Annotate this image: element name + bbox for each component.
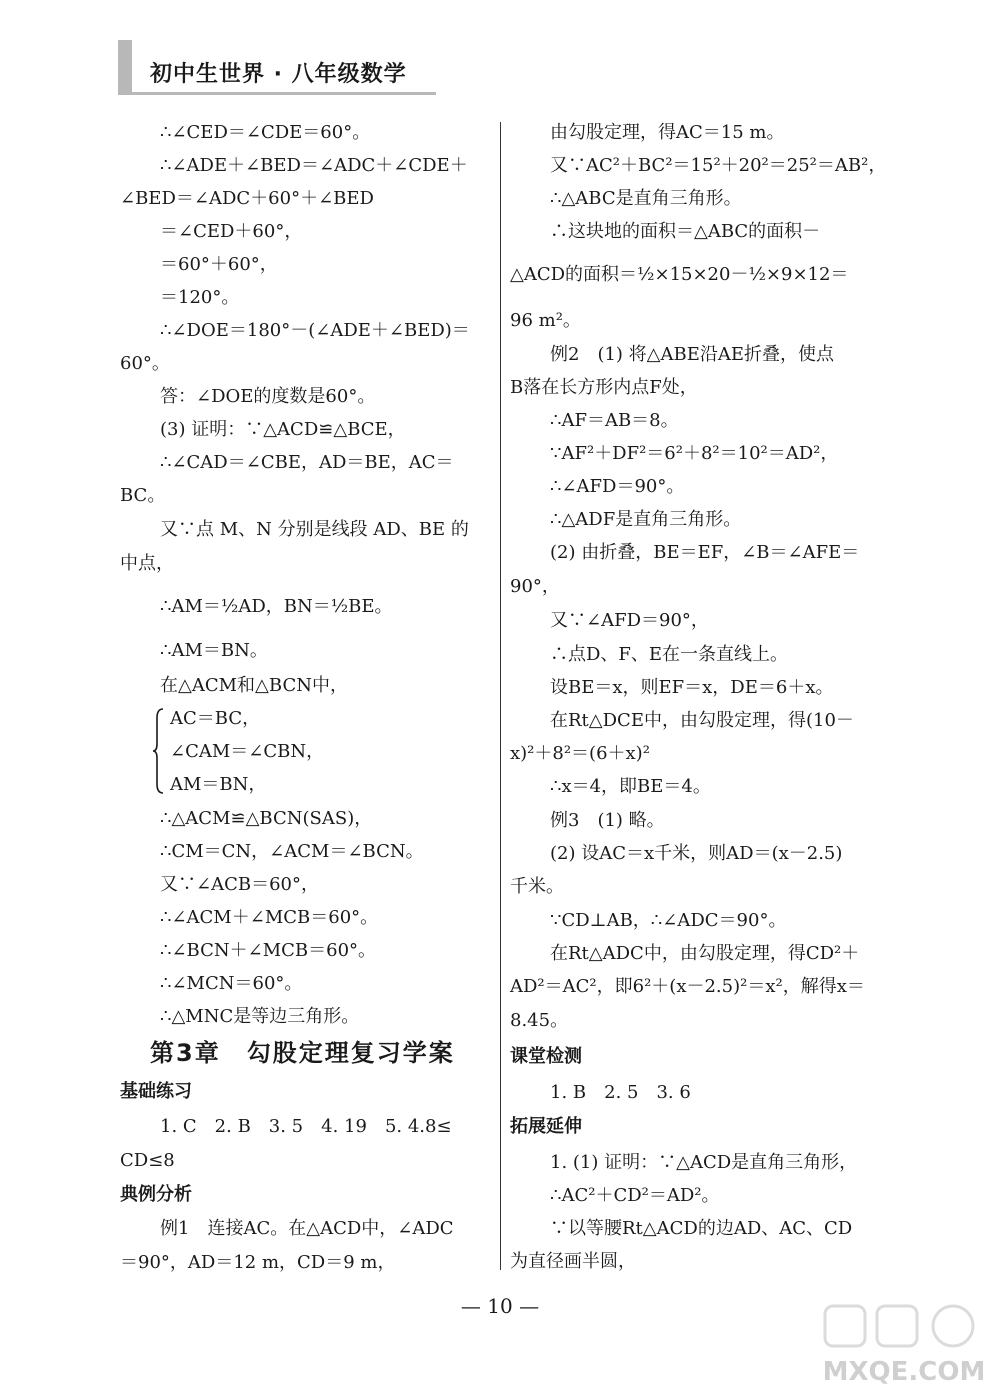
svg-text:MXQE.COM: MXQE.COM bbox=[822, 1357, 986, 1387]
text-line: ∴△MNC是等边三角形。 bbox=[160, 1006, 360, 1027]
answer-line: CD≤8 bbox=[120, 1150, 175, 1171]
chapter-heading: 第3章 勾股定理复习学案 bbox=[150, 1039, 455, 1067]
text-line: 千米。 bbox=[510, 876, 564, 897]
text-line: 又∵∠AFD＝90°， bbox=[550, 610, 709, 631]
page-number: — 10 — bbox=[460, 1294, 540, 1318]
text-line: ＝∠CED＋60°， bbox=[160, 221, 303, 242]
text-line: ∠CAM＝∠CBN， bbox=[170, 741, 325, 762]
text-line: ∴∠MCN＝60°。 bbox=[160, 973, 303, 994]
text-line: 60°。 bbox=[120, 353, 170, 374]
section-heading: 基础练习 bbox=[120, 1081, 192, 1102]
text-line: 答：∠DOE的度数是60°。 bbox=[160, 386, 376, 407]
text-line: ∴△ABC是直角三角形。 bbox=[550, 188, 742, 209]
text-line: ∵AF²＋DF²＝6²＋8²＝10²＝AD²， bbox=[550, 443, 839, 464]
header-accent-bar bbox=[118, 40, 132, 92]
system-brace bbox=[152, 708, 164, 794]
column-divider bbox=[500, 122, 501, 1270]
text-line: 由勾股定理，得AC＝15 m。 bbox=[550, 122, 785, 143]
watermark-logo bbox=[815, 1300, 993, 1388]
text-line: (2) 设AC＝x千米，则AD＝(x－2.5) bbox=[550, 843, 843, 864]
text-line: 例3 (1) 略。 bbox=[550, 810, 665, 831]
text-line: 例1 连接AC。在△ACD中，∠ADC bbox=[160, 1218, 454, 1239]
text-line: AC＝BC， bbox=[170, 708, 261, 729]
text-line: 在△ACM和△BCN中， bbox=[160, 675, 348, 696]
text-line: 8.45。 bbox=[510, 1010, 569, 1031]
text-line: ∴∠CAD＝∠CBE，AD＝BE，AC＝ bbox=[160, 452, 454, 473]
text-line: 90°， bbox=[510, 576, 560, 597]
text-line: ∴∠AFD＝90°。 bbox=[550, 476, 685, 497]
text-line: 在Rt△ADC中，由勾股定理，得CD²＋ bbox=[550, 943, 860, 964]
text-line: ∴x＝4，即BE＝4。 bbox=[550, 776, 711, 797]
text-line: (3) 证明：∵△ACD≌△BCE， bbox=[160, 419, 406, 440]
text-line: ∴∠ADE＋∠BED＝∠ADC＋∠CDE＋ bbox=[160, 155, 468, 176]
section-heading: 课堂检测 bbox=[510, 1046, 582, 1067]
section-heading: 拓展延伸 bbox=[510, 1116, 582, 1137]
text-line: 又∵∠ACB＝60°， bbox=[160, 874, 319, 895]
text-line: BC。 bbox=[120, 485, 166, 506]
text-line: ∴AM＝½AD，BN＝½BE。 bbox=[160, 596, 393, 617]
text-line: x)²＋8²＝(6＋x)² bbox=[510, 743, 650, 764]
text-line: ∴∠DOE＝180°－(∠ADE＋∠BED)＝ bbox=[160, 320, 470, 341]
text-line: ∴∠CED＝∠CDE＝60°。 bbox=[160, 122, 371, 143]
text-line: ＝90°，AD＝12 m，CD＝9 m， bbox=[120, 1252, 396, 1273]
text-line: ∠BED＝∠ADC＋60°＋∠BED bbox=[120, 188, 374, 209]
text-line: △ACD的面积＝½×15×20－½×9×12＝ bbox=[510, 264, 849, 285]
text-line: ∴AF＝AB＝8。 bbox=[550, 410, 679, 431]
text-line: ∴AC²＋CD²＝AD²。 bbox=[550, 1185, 720, 1206]
text-line: 又∵点 M、N 分别是线段 AD、BE 的 bbox=[160, 519, 469, 540]
text-line: 1. (1) 证明：∵△ACD是直角三角形， bbox=[550, 1152, 858, 1173]
text-line: 96 m²。 bbox=[510, 310, 581, 331]
text-line: ∴∠ACM＋∠MCB＝60°。 bbox=[160, 907, 379, 928]
text-line: 在Rt△DCE中，由勾股定理，得(10－ bbox=[550, 710, 854, 731]
text-line: ∵CD⊥AB，∴∠ADC＝90°。 bbox=[550, 910, 787, 931]
header-underline bbox=[118, 92, 436, 95]
text-line: ∴△ACM≌△BCN(SAS)， bbox=[160, 808, 373, 829]
text-line: ∴△ADF是直角三角形。 bbox=[550, 509, 742, 530]
text-line: AM＝BN， bbox=[170, 774, 267, 795]
text-line: AD²＝AC²，即6²＋(x－2.5)²＝x²，解得x＝ bbox=[510, 976, 865, 997]
section-heading: 典例分析 bbox=[120, 1184, 192, 1205]
answer-line: 1. B 2. 5 3. 6 bbox=[550, 1082, 691, 1103]
text-line: B落在长方形内点F处， bbox=[510, 377, 698, 398]
text-line: ∴点D、F、E在一条直线上。 bbox=[550, 644, 789, 665]
text-line: (2) 由折叠，BE＝EF，∠B＝∠AFE＝ bbox=[550, 542, 860, 563]
text-line: 设BE＝x，则EF＝x，DE＝6＋x。 bbox=[550, 677, 834, 698]
answer-line: 1. C 2. B 3. 5 4. 19 5. 4.8≤ bbox=[160, 1116, 452, 1137]
text-line: ∴AM＝BN。 bbox=[160, 640, 268, 661]
text-line: ∴CM＝CN，∠ACM＝∠BCN。 bbox=[160, 841, 424, 862]
running-header-title: 初中生世界 · 八年级数学 bbox=[150, 62, 407, 87]
text-line: ∴这块地的面积＝△ABC的面积－ bbox=[550, 221, 821, 242]
text-line: ∴∠BCN＋∠MCB＝60°。 bbox=[160, 940, 377, 961]
text-line: ＝120°。 bbox=[160, 287, 240, 308]
text-line: 例2 (1) 将△ABE沿AE折叠，使点 bbox=[550, 344, 835, 365]
text-line: ＝60°＋60°， bbox=[160, 254, 278, 275]
text-line: ∵以等腰Rt△ACD的边AD、AC、CD bbox=[550, 1218, 853, 1239]
text-line: 又∵AC²＋BC²＝15²＋20²＝25²＝AB²， bbox=[550, 155, 887, 176]
text-line: 中点， bbox=[120, 553, 174, 574]
text-line: 为直径画半圆， bbox=[510, 1251, 636, 1272]
